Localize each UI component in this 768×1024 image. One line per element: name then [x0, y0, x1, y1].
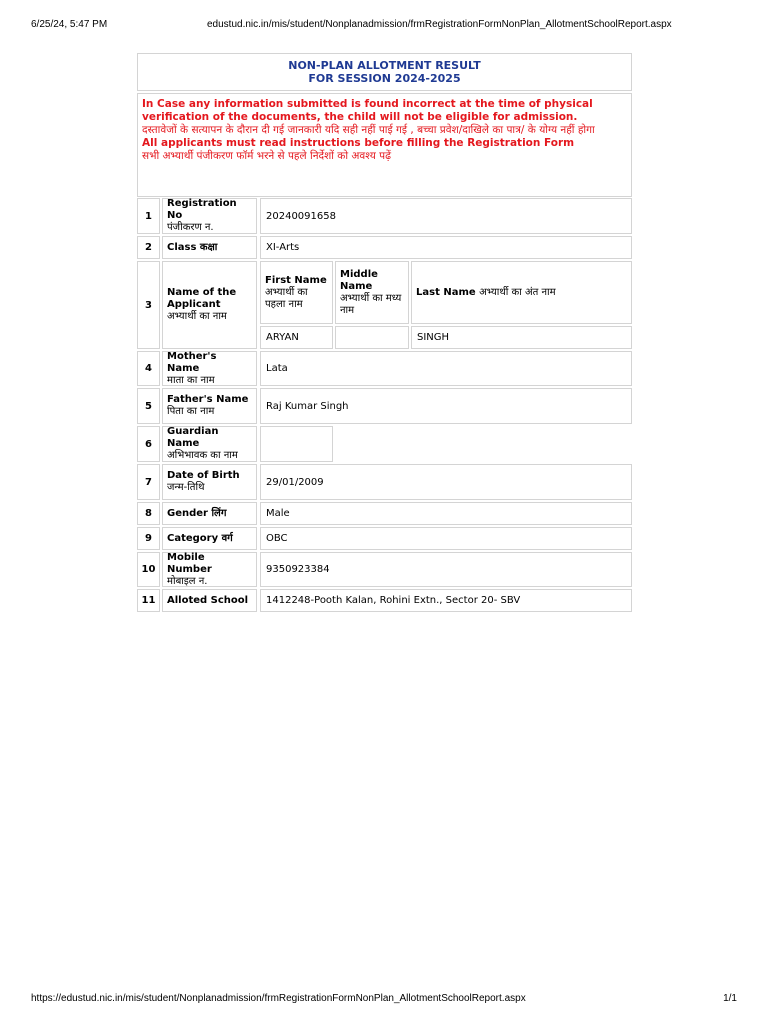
gender-label	[162, 502, 257, 525]
notice-box	[137, 93, 632, 197]
middle-name-value	[335, 326, 409, 349]
mobile-label	[162, 552, 257, 587]
table-row	[137, 236, 632, 259]
row-number: 5	[137, 388, 160, 424]
father-name-label-en: Father's Name	[167, 394, 249, 405]
middle-name-header	[335, 261, 409, 324]
father-name-value: Raj Kumar Singh	[260, 388, 632, 424]
allotment-report	[137, 53, 632, 197]
father-name-label	[162, 388, 257, 424]
row-number: 7	[137, 464, 160, 500]
report-title-box	[137, 53, 632, 91]
notice-hi-instructions: सभी अभ्यार्थी पंजीकरण फॉर्म भरने से पहले निर्देशों को अवश्य पढ़ें	[142, 150, 392, 162]
dob-label-hi: जन्म-तिथि	[167, 482, 205, 493]
table-row	[137, 388, 632, 424]
registration-value: 20240091658	[260, 198, 632, 234]
dob-label	[162, 464, 257, 500]
first-name-value: ARYAN	[260, 326, 333, 349]
gender-label-text: Gender लिंग	[167, 507, 227, 519]
registration-label-en: Registration No	[167, 198, 237, 221]
table-row	[137, 527, 632, 550]
guardian-name-label-en: Guardian Name	[167, 426, 219, 449]
category-value: OBC	[260, 527, 632, 550]
middle-name-header-en: Middle Name	[340, 268, 378, 292]
table-row	[137, 426, 632, 462]
row-number: 8	[137, 502, 160, 525]
table-row	[137, 552, 632, 587]
notice-en-instructions: All applicants must read instructions before filling the Registration Form	[142, 137, 575, 149]
middle-name-header-hi: अभ्यार्थी का मध्य नाम	[340, 292, 402, 316]
mobile-label-en: Mobile Number	[167, 551, 212, 575]
table-row	[137, 589, 632, 612]
last-name-header	[411, 261, 632, 324]
first-name-header	[260, 261, 333, 324]
gender-value: Male	[260, 502, 632, 525]
last-name-header-hi: अभ्यार्थी का अंत नाम	[479, 286, 556, 298]
class-label	[162, 236, 257, 259]
applicant-name-label	[162, 261, 257, 349]
print-url: edustud.nic.in/mis/student/Nonplanadmission/frmRegistrationFormNonPlan_AllotmentSchoolReport.aspx	[207, 19, 672, 30]
alloted-school-value: 1412248-Pooth Kalan, Rohini Extn., Sector 20- SBV	[260, 589, 632, 612]
table-row	[137, 198, 632, 234]
row-number: 1	[137, 198, 160, 234]
details-table	[137, 198, 632, 618]
guardian-name-value	[260, 426, 333, 462]
row-number: 11	[137, 589, 160, 612]
mother-name-label	[162, 351, 257, 386]
last-name-header-en: Last Name	[416, 286, 476, 298]
guardian-name-label	[162, 426, 257, 462]
category-label	[162, 527, 257, 550]
table-row	[137, 261, 632, 349]
table-row	[137, 464, 632, 500]
category-label-text: Category वर्ग	[167, 532, 233, 544]
row-number: 6	[137, 426, 160, 462]
row-number: 10	[137, 552, 160, 587]
footer-url: https://edustud.nic.in/mis/student/Nonplanadmission/frmRegistrationFormNonPlan_AllotmentSchoolReport.aspx	[31, 993, 526, 1004]
registration-label-hi: पंजीकरण न.	[167, 222, 214, 233]
page-number: 1/1	[723, 993, 737, 1004]
last-name-value: SINGH	[411, 326, 632, 349]
row-number: 9	[137, 527, 160, 550]
table-row	[137, 502, 632, 525]
row-number: 2	[137, 236, 160, 259]
applicant-name-label-en: Name of the Applicant	[167, 287, 237, 310]
alloted-school-label	[162, 589, 257, 612]
class-label-text: Class कक्षा	[167, 241, 218, 253]
mother-name-value: Lata	[260, 351, 632, 386]
row-number: 3	[137, 261, 160, 349]
father-name-label-hi: पिता का नाम	[167, 406, 215, 417]
mother-name-label-hi: माता का नाम	[167, 374, 215, 386]
table-row	[137, 351, 632, 386]
dob-value: 29/01/2009	[260, 464, 632, 500]
mobile-label-hi: मोबाइल न.	[167, 575, 208, 587]
mother-name-label-en: Mother's Name	[167, 350, 217, 374]
print-datetime: 6/25/24, 5:47 PM	[31, 19, 108, 30]
alloted-school-label-text: Alloted School	[167, 594, 249, 606]
applicant-name-label-hi: अभ्यार्थी का नाम	[167, 311, 227, 322]
mobile-value: 9350923384	[260, 552, 632, 587]
registration-label	[162, 198, 257, 234]
notice-en-verification: In Case any information submitted is found incorrect at the time of physical verification of the documents, the child will not be eligible for admission.	[142, 98, 593, 123]
class-value: XI-Arts	[260, 236, 632, 259]
report-session: FOR SESSION 2024-2025	[308, 72, 461, 85]
notice-hi-verification: दस्तावेजों के सत्यापन के दौरान दी गई जानकारी यदि सही नहीं पाई गई , बच्चा प्रवेश/दाखिले का पात्र/ के योग्य नहीं होगा	[142, 124, 595, 136]
row-number: 4	[137, 351, 160, 386]
first-name-header-hi: अभ्यार्थी का पहला नाम	[265, 286, 308, 310]
guardian-name-label-hi: अभिभावक का नाम	[167, 450, 238, 461]
first-name-header-en: First Name	[265, 274, 327, 286]
dob-label-en: Date of Birth	[167, 470, 240, 481]
report-title: NON-PLAN ALLOTMENT RESULT	[288, 59, 481, 72]
